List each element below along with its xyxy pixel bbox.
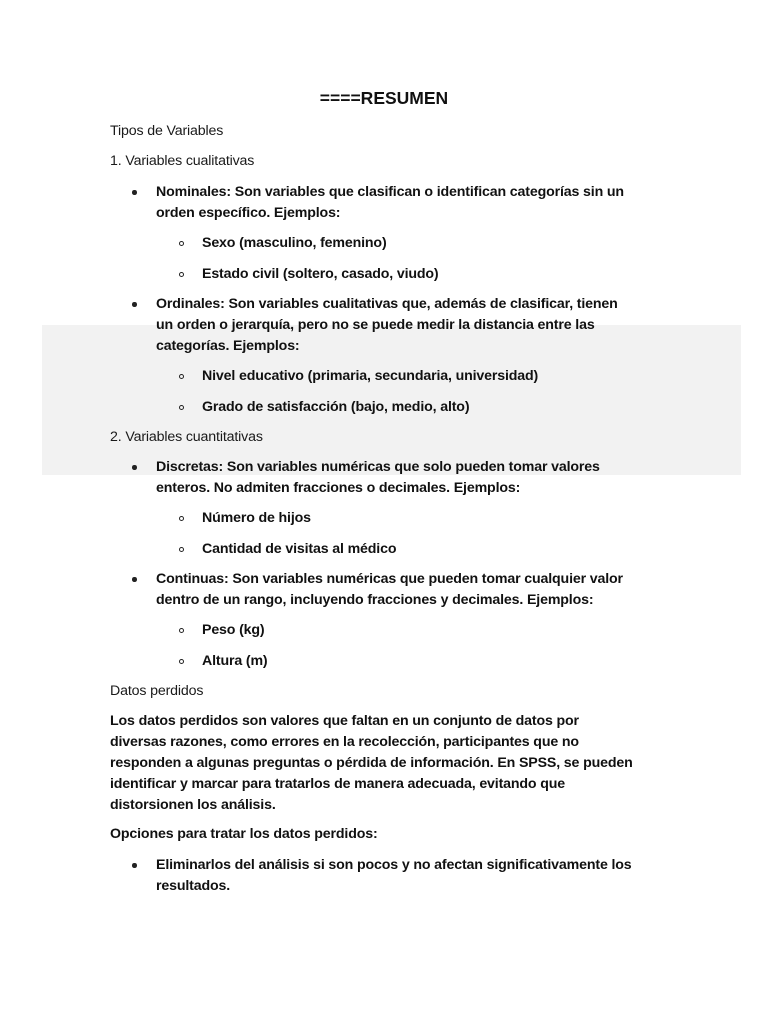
- continuas-line-1: Continuas: Son variables numéricas que pueden tomar cualquier valor: [156, 571, 623, 587]
- nominales-line-2: orden específico. Ejemplos:: [156, 205, 341, 221]
- option-line-1: Eliminarlos del análisis si son pocos y no afectan significativamente los: [156, 857, 632, 873]
- heading-datos-perdidos: Datos perdidos: [110, 683, 204, 699]
- nominales-example-1: Sexo (masculino, femenino): [202, 235, 387, 251]
- ordinales-line-3: categorías. Ejemplos:: [156, 338, 300, 354]
- ordinales-example-2: Grado de satisfacción (bajo, medio, alto): [202, 399, 470, 415]
- ordinales-line-2: un orden o jerarquía, pero no se puede medir la distancia entre las: [156, 317, 595, 333]
- sub-bullet-icon: [179, 241, 184, 246]
- discretas-line-2: enteros. No admiten fracciones o decimales. Ejemplos:: [156, 480, 521, 496]
- paragraph-line: diversas razones, como errores en la recolección, participantes que no: [110, 734, 579, 750]
- sub-bullet-icon: [179, 547, 184, 552]
- bullet-icon: [132, 302, 137, 307]
- bullet-icon: [132, 577, 137, 582]
- discretas-line-1: Discretas: Son variables numéricas que solo pueden tomar valores: [156, 459, 600, 475]
- ordinales-example-1: Nivel educativo (primaria, secundaria, universidad): [202, 368, 539, 384]
- discretas-example-1: Número de hijos: [202, 510, 311, 526]
- section-heading-cualitativas: 1. Variables cualitativas: [110, 153, 255, 169]
- sub-bullet-icon: [179, 405, 184, 410]
- paragraph-line: identificar y marcar para tratarlos de manera adecuada, evitando que: [110, 776, 566, 792]
- sub-bullet-icon: [179, 272, 184, 277]
- paragraph-line: distorsionen los análisis.: [110, 797, 276, 813]
- heading-tipos-de-variables: Tipos de Variables: [110, 123, 224, 139]
- discretas-example-2: Cantidad de visitas al médico: [202, 541, 397, 557]
- bullet-icon: [132, 465, 137, 470]
- sub-bullet-icon: [179, 659, 184, 664]
- paragraph-line: Los datos perdidos son valores que faltan en un conjunto de datos por: [110, 713, 579, 729]
- nominales-line-1: Nominales: Son variables que clasifican o identifican categorías sin un: [156, 184, 624, 200]
- bullet-icon: [132, 863, 137, 868]
- continuas-example-2: Altura (m): [202, 653, 268, 669]
- bullet-icon: [132, 190, 137, 195]
- sub-bullet-icon: [179, 516, 184, 521]
- section-heading-cuantitativas: 2. Variables cuantitativas: [110, 429, 263, 445]
- sub-bullet-icon: [179, 628, 184, 633]
- continuas-line-2: dentro de un rango, incluyendo fracciones y decimales. Ejemplos:: [156, 592, 594, 608]
- continuas-example-1: Peso (kg): [202, 622, 265, 638]
- page-title: ====RESUMEN: [319, 88, 449, 108]
- options-heading: Opciones para tratar los datos perdidos:: [110, 826, 378, 842]
- option-line-2: resultados.: [156, 878, 231, 894]
- ordinales-line-1: Ordinales: Son variables cualitativas que, además de clasificar, tienen: [156, 296, 618, 312]
- paragraph-line: responden a algunas preguntas o pérdida de información. En SPSS, se pueden: [110, 755, 633, 771]
- nominales-example-2: Estado civil (soltero, casado, viudo): [202, 266, 439, 282]
- sub-bullet-icon: [179, 374, 184, 379]
